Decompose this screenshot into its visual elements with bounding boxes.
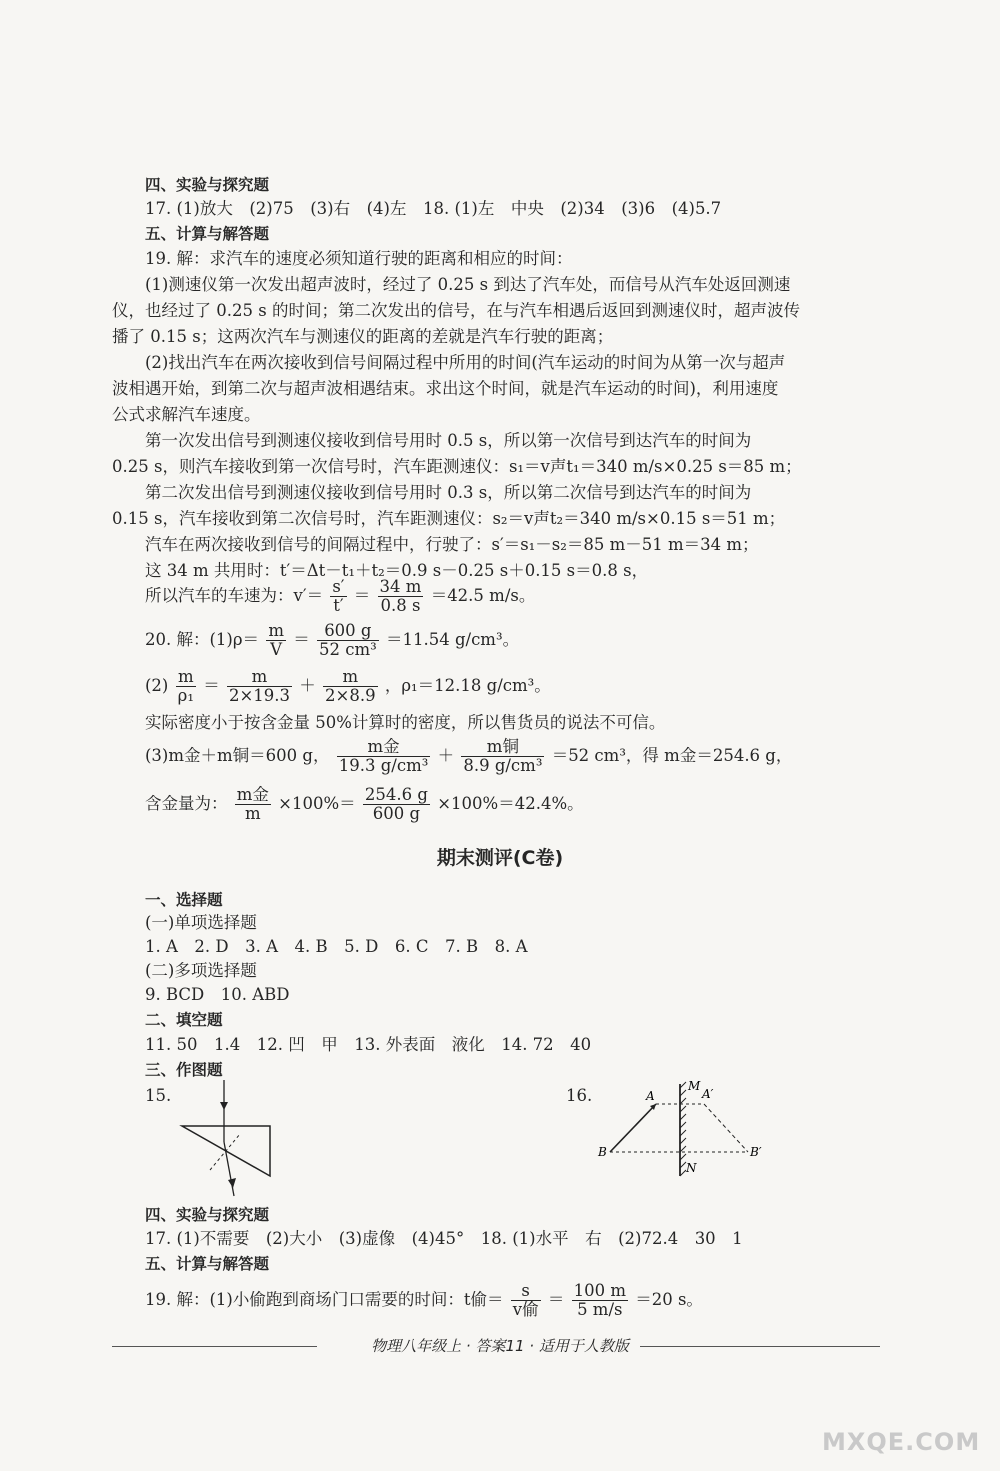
fraction	[572, 1282, 628, 1319]
label-A-prime: A′	[702, 1087, 714, 1101]
text-line: 第二次发出信号到测速仪接收到信号用时 0.3 s，所以第二次信号到达汽车的时间为	[145, 483, 752, 502]
fraction-denominator: t′	[333, 596, 344, 615]
fraction-numerator: m金	[337, 738, 431, 757]
fraction	[266, 622, 286, 659]
formula-text: ×100%＝42.4%。	[437, 794, 584, 813]
fraction-denominator: 19.3 g/cm³	[338, 756, 429, 775]
fraction-denominator: V	[270, 640, 283, 659]
fraction	[317, 622, 379, 659]
image-AB	[704, 1104, 748, 1152]
fraction-denominator: ρ₁	[177, 686, 194, 705]
formula-line	[145, 578, 535, 615]
formula-text: (3)m金＋m铜＝600 g，	[145, 746, 330, 765]
formula-line	[145, 738, 792, 775]
formula-text: ＝20 s。	[635, 1290, 703, 1309]
fraction	[330, 578, 346, 615]
section-heading: 四、实验与探究题	[145, 176, 270, 194]
text-line: 19. 解：求汽车的速度必须知道行驶的距离和相应的时间：	[145, 249, 573, 268]
formula-text: ，ρ₁＝12.18 g/cm³。	[384, 676, 551, 695]
text-line: 波相遇开始，到第二次与超声波相遇结束。求出这个时间，就是汽车运动的时间)，利用速度	[112, 379, 779, 398]
formula-text: ＋	[437, 746, 455, 765]
fraction	[176, 668, 196, 705]
fraction-denominator: 600 g	[372, 804, 421, 823]
section-heading: 五、计算与解答题	[145, 225, 270, 243]
fraction-denominator: 8.9 g/cm³	[463, 756, 543, 775]
formula-text: ＋	[299, 676, 316, 695]
arrow-icon	[220, 1102, 228, 1110]
fraction-numerator: s′	[332, 577, 345, 596]
fraction	[378, 578, 424, 615]
formula-text: ＝52 cm³，得 m金＝254.6 g，	[551, 746, 793, 765]
watermark-text: MXQE.COM	[822, 1428, 981, 1456]
fraction	[511, 1282, 541, 1319]
fraction-denominator: 0.8 s	[380, 596, 421, 615]
fraction-numerator: m	[227, 668, 292, 687]
label-A: A	[646, 1089, 655, 1103]
label-M: M	[688, 1079, 701, 1093]
formula-text: ＝	[203, 676, 220, 695]
fraction-numerator: m金	[236, 785, 269, 804]
formula-text: ＝	[293, 630, 310, 649]
formula-text: 含金量为：	[145, 794, 228, 813]
section-heading: 五、计算与解答题	[145, 1255, 270, 1273]
formula-text: ＝	[353, 586, 371, 605]
text-line: (1)测速仪第一次发出超声波时，经过了 0.25 s 到达了汽车处，而信号从汽车处返回测速	[145, 275, 791, 294]
fraction-numerator: 34 m	[379, 577, 422, 596]
answer-line: 17. (1)放大 (2)75 (3)右 (4)左 18. (1)左 中央 (2)34 (3)6 (4)5.7	[145, 199, 722, 218]
page-title: 期末测评(C卷)	[436, 847, 564, 869]
formula-line	[145, 668, 551, 705]
fraction-denominator: v偷	[512, 1300, 539, 1319]
fraction-numerator: m	[268, 621, 284, 640]
fraction-numerator: 254.6 g	[364, 785, 428, 804]
normal-line	[210, 1134, 240, 1170]
section-heading: 三、作图题	[145, 1061, 223, 1079]
refracted-ray	[224, 1142, 234, 1196]
formula-text: ＝11.54 g/cm³。	[385, 630, 520, 649]
section-heading: 二、填空题	[145, 1011, 223, 1029]
fraction	[337, 738, 431, 775]
sub-heading: (二)多项选择题	[145, 961, 257, 980]
page-footer: 物理八年级上 · 答案11 · 适用于人教版	[371, 1337, 629, 1355]
fraction	[227, 668, 292, 705]
formula-text: 20. 解：(1)ρ＝	[145, 630, 260, 649]
formula-line	[145, 1282, 703, 1319]
formula-text: 19. 解：(1)小偷跑到商场门口需要的时间：t偷＝	[145, 1290, 504, 1309]
object-AB	[610, 1104, 656, 1152]
text-line: 公式求解汽车速度。	[112, 405, 261, 424]
text-line: 汽车在两次接收到信号的间隔过程中，行驶了：s′＝s₁－s₂＝85 m－51 m＝34 m；	[145, 535, 759, 554]
formula-line	[145, 622, 519, 659]
text-line: 仪，也经过了 0.25 s 的时间；第二次发出的信号，在与汽车相遇后返回到测速仪时，超声波传	[112, 301, 800, 320]
fraction-numerator: s	[511, 1282, 541, 1301]
fraction-numerator: m	[176, 668, 196, 687]
fraction	[363, 786, 430, 823]
section-heading: 四、实验与探究题	[145, 1206, 270, 1224]
formula-text: 所以汽车的车速为：v′＝	[145, 586, 324, 605]
formula-text: (2)	[145, 676, 169, 695]
text-line: 这 34 m 共用时：t′＝Δt－t₁＋t₂＝0.9 s－0.25 s＋0.15 s＝0.8 s，	[145, 561, 649, 580]
formula-text: ＝	[547, 1290, 565, 1309]
fraction-numerator: m	[323, 668, 378, 687]
sub-heading: (一)单项选择题	[145, 913, 257, 932]
text-line: (2)找出汽车在两次接收到信号间隔过程中所用的时间(汽车运动的时间为从第一次与超声	[145, 353, 786, 372]
text-line: 0.25 s，则汽车接收到第一次信号时，汽车距测速仪：s₁＝v声t₁＝340 m/s×0.25 s＝85 m；	[112, 457, 802, 476]
fraction-numerator: 100 m	[573, 1281, 626, 1300]
fraction-denominator: 2×8.9	[325, 686, 376, 705]
figure-label: 16.	[566, 1086, 593, 1105]
answer-line: 17. (1)不需要 (2)大小 (3)虚像 (4)45° 18. (1)水平 右 (2)72.4 30 1	[145, 1229, 743, 1248]
fraction-denominator: 2×19.3	[228, 686, 291, 705]
label-B-prime: B′	[750, 1145, 762, 1159]
text-line: 实际密度小于按含金量 50%计算时的密度，所以售货员的说法不可信。	[145, 713, 666, 732]
fraction-numerator: m铜	[461, 738, 544, 757]
fraction-numerator: 600 g	[317, 622, 379, 641]
formula-text: ＝42.5 m/s。	[430, 586, 536, 605]
text-line: 播了 0.15 s；这两次汽车与测速仪的距离的差就是汽车行驶的距离；	[112, 327, 614, 346]
answer-line: 1. A 2. D 3. A 4. B 5. D 6. C 7. B 8. A	[145, 937, 528, 956]
fraction-denominator: 5 m/s	[577, 1300, 623, 1319]
fraction	[235, 786, 271, 823]
label-N: N	[686, 1161, 697, 1175]
mirror-image-diagram	[594, 1076, 784, 1182]
fraction-denominator: 52 cm³	[318, 640, 377, 659]
fraction-denominator: m	[245, 804, 261, 823]
text-line: 第一次发出信号到测速仪接收到信号用时 0.5 s，所以第一次信号到达汽车的时间为	[145, 431, 752, 450]
formula-text: ×100%＝	[278, 794, 356, 813]
label-B: B	[598, 1145, 607, 1159]
formula-line	[145, 786, 584, 823]
prism-ray-diagram	[178, 1080, 278, 1200]
figure-label: 15.	[145, 1086, 172, 1105]
section-heading: 一、选择题	[145, 891, 223, 909]
answer-line: 11. 50 1.4 12. 凹 甲 13. 外表面 液化 14. 72 40	[145, 1035, 592, 1054]
fraction	[323, 668, 378, 705]
text-line: 0.15 s，汽车接收到第二次信号时，汽车距测速仪：s₂＝v声t₂＝340 m/s×0.15 s＝51 m；	[112, 509, 786, 528]
answer-line: 9. BCD 10. ABD	[145, 985, 290, 1004]
fraction	[461, 738, 544, 775]
